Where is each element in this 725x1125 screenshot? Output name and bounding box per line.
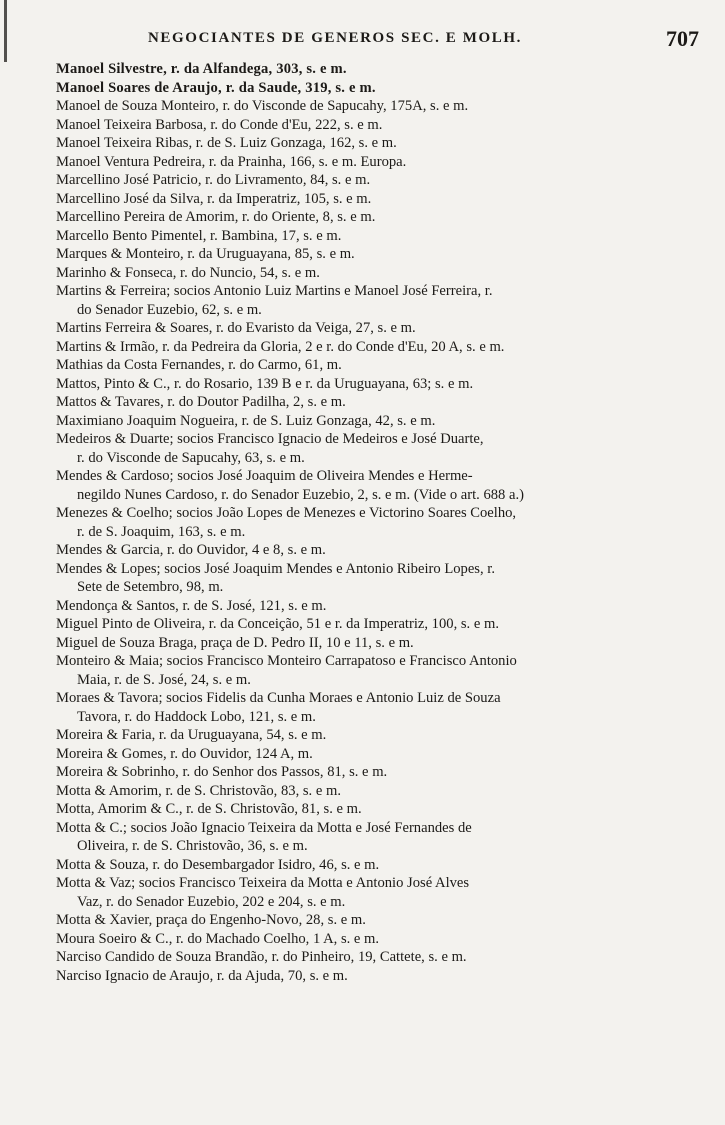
running-header (0, 26, 725, 56)
directory-entry (56, 597, 696, 616)
directory-entry (56, 190, 696, 209)
entry-line: Motta & Amorim, r. de S. Christovão, 83, s. e m. (56, 782, 341, 799)
entry-line: Narciso Ignacio de Araujo, r. da Ajuda, 70, s. e m. (56, 967, 348, 984)
directory-entry (56, 819, 696, 856)
directory-entry (56, 97, 696, 116)
directory-entry (56, 356, 696, 375)
entry-line: Mendes & Cardoso; socios José Joaquim de Oliveira Mendes e Herme- (56, 468, 473, 484)
entry-continuation-line: Sete de Setembro, 98, m. (77, 579, 224, 595)
entry-line: Martins Ferreira & Soares, r. do Evaristo da Veiga, 27, s. e m. (56, 320, 416, 336)
directory-entry (56, 208, 696, 227)
directory-entry (56, 319, 696, 338)
directory-entry (56, 430, 696, 467)
entry-line: Martins & Ferreira; socios Antonio Luiz Martins e Manoel José Ferreira, r. (56, 283, 493, 299)
directory-entry (56, 338, 696, 357)
entry-line: Manoel Teixeira Ribas, r. de S. Luiz Gonzaga, 162, s. e m. (56, 135, 397, 151)
entry-line: Medeiros & Duarte; socios Francisco Ignacio de Medeiros e José Duarte, (56, 431, 484, 447)
entry-line: Marcellino José da Silva, r. da Imperatriz, 105, s. e m. (56, 190, 372, 207)
entry-line: Motta & Xavier, praça do Engenho-Novo, 28, s. e m. (56, 912, 366, 928)
header-title: NEGOCIANTES DE GENEROS SEC. E MOLH. (148, 30, 522, 46)
entry-line: Mendonça & Santos, r. de S. José, 121, s. e m. (56, 597, 327, 614)
entry-line: Marinho & Fonseca, r. do Nuncio, 54, s. e m. (56, 264, 320, 281)
directory-entry (56, 689, 696, 726)
entry-continuation-line: Tavora, r. do Haddock Lobo, 121, s. e m. (77, 708, 316, 725)
directory-entry (56, 782, 696, 801)
entry-line: Moura Soeiro & C., r. do Machado Coelho, 1 A, s. e m. (56, 930, 380, 947)
entry-line: Manoel Teixeira Barbosa, r. do Conde d'Eu, 222, s. e m. (56, 116, 383, 133)
entry-line: Marcello Bento Pimentel, r. Bambina, 17, s. e m. (56, 227, 342, 244)
entry-continuation-line: r. do Visconde de Sapucahy, 63, s. e m. (77, 449, 305, 466)
directory-entry (56, 745, 696, 764)
entry-line: Monteiro & Maia; socios Francisco Monteiro Carrapatoso e Francisco Antonio (56, 653, 517, 669)
entry-line: Manoel Silvestre, r. da Alfandega, 303, s. e m. (56, 61, 347, 77)
directory-entry (56, 153, 696, 172)
entry-line: Moraes & Tavora; socios Fidelis da Cunha Moraes e Antonio Luiz de Souza (56, 690, 501, 706)
directory-entry (56, 726, 696, 745)
directory-entry (56, 874, 696, 911)
entry-line: Manoel Soares de Araujo, r. da Saude, 319, s. e m. (56, 79, 376, 96)
entry-continuation-line: Vaz, r. do Senador Euzebio, 202 e 204, s. e m. (77, 893, 346, 910)
entry-line: Marcellino Pereira de Amorim, r. do Oriente, 8, s. e m. (56, 209, 376, 225)
entry-line: Moreira & Faria, r. da Uruguayana, 54, s. e m. (56, 727, 327, 743)
entry-line: Mendes & Garcia, r. do Ouvidor, 4 e 8, s. e m. (56, 542, 326, 558)
directory-entry (56, 264, 696, 283)
directory-entry (56, 856, 696, 875)
entry-line: Menezes & Coelho; socios João Lopes de Menezes e Victorino Soares Coelho, (56, 505, 517, 521)
directory-entry (56, 800, 696, 819)
directory-entry (56, 282, 696, 319)
entry-line: Maximiano Joaquim Nogueira, r. de S. Luiz Gonzaga, 42, s. e m. (56, 412, 436, 429)
entry-continuation-line: Oliveira, r. de S. Christovão, 36, s. e m. (77, 838, 308, 854)
entry-line: Motta & C.; socios João Ignacio Teixeira da Motta e José Fernandes de (56, 819, 472, 836)
directory-entry (56, 930, 696, 949)
directory-entry (56, 504, 696, 541)
directory-entry (56, 763, 696, 782)
entry-list (56, 60, 696, 985)
entry-line: Motta & Souza, r. do Desembargador Isidro, 46, s. e m. (56, 856, 380, 873)
entry-line: Mendes & Lopes; socios José Joaquim Mendes e Antonio Ribeiro Lopes, r. (56, 560, 495, 577)
directory-entry (56, 967, 696, 986)
entry-line: Marques & Monteiro, r. da Uruguayana, 85, s. e m. (56, 246, 355, 262)
directory-entry (56, 227, 696, 246)
entry-line: Mattos, Pinto & C., r. do Rosario, 139 B e r. da Uruguayana, 63; s. e m. (56, 375, 474, 392)
entry-line: Manoel Ventura Pedreira, r. da Prainha, 166, s. e m. Europa. (56, 153, 407, 170)
directory-entry (56, 615, 696, 634)
directory-entry (56, 134, 696, 153)
directory-entry (56, 948, 696, 967)
directory-entry (56, 375, 696, 394)
page-number: 707 (666, 26, 699, 51)
directory-entry (56, 245, 696, 264)
directory-entry (56, 393, 696, 412)
entry-continuation-line: do Senador Euzebio, 62, s. e m. (77, 301, 262, 318)
directory-entry (56, 116, 696, 135)
directory-entry (56, 634, 696, 653)
directory-entry (56, 467, 696, 504)
entry-line: Narciso Candido de Souza Brandão, r. do Pinheiro, 19, Cattete, s. e m. (56, 949, 467, 965)
entry-line: Mathias da Costa Fernandes, r. do Carmo, 61, m. (56, 357, 342, 373)
directory-entry (56, 560, 696, 597)
directory-entry (56, 652, 696, 689)
directory-entry (56, 171, 696, 190)
directory-entry (56, 412, 696, 431)
directory-entry (56, 60, 696, 79)
directory-entry (56, 79, 696, 98)
entry-line: Moreira & Sobrinho, r. do Senhor dos Passos, 81, s. e m. (56, 764, 388, 780)
entry-continuation-line: r. de S. Joaquim, 163, s. e m. (77, 523, 246, 540)
entry-line: Marcellino José Patricio, r. do Livramento, 84, s. e m. (56, 172, 371, 188)
entry-continuation-line: negildo Nunes Cardoso, r. do Senador Euzebio, 2, s. e m. (Vide o art. 688 a.) (77, 486, 524, 503)
entry-line: Moreira & Gomes, r. do Ouvidor, 124 A, m. (56, 745, 313, 762)
entry-line: Mattos & Tavares, r. do Doutor Padilha, 2, s. e m. (56, 394, 346, 410)
entry-line: Motta, Amorim & C., r. de S. Christovão, 81, s. e m. (56, 801, 362, 817)
entry-line: Motta & Vaz; socios Francisco Teixeira da Motta e Antonio José Alves (56, 875, 470, 891)
entry-line: Miguel Pinto de Oliveira, r. da Conceição, 51 e r. da Imperatriz, 100, s. e m. (56, 616, 499, 632)
entry-line: Manoel de Souza Monteiro, r. do Visconde de Sapucahy, 175A, s. e m. (56, 98, 469, 114)
entry-line: Martins & Irmão, r. da Pedreira da Gloria, 2 e r. do Conde d'Eu, 20 A, s. e m. (56, 338, 505, 355)
directory-entry (56, 911, 696, 930)
entry-continuation-line: Maia, r. de S. José, 24, s. e m. (77, 671, 251, 688)
directory-entry (56, 541, 696, 560)
entry-line: Miguel de Souza Braga, praça de D. Pedro II, 10 e 11, s. e m. (56, 634, 414, 651)
